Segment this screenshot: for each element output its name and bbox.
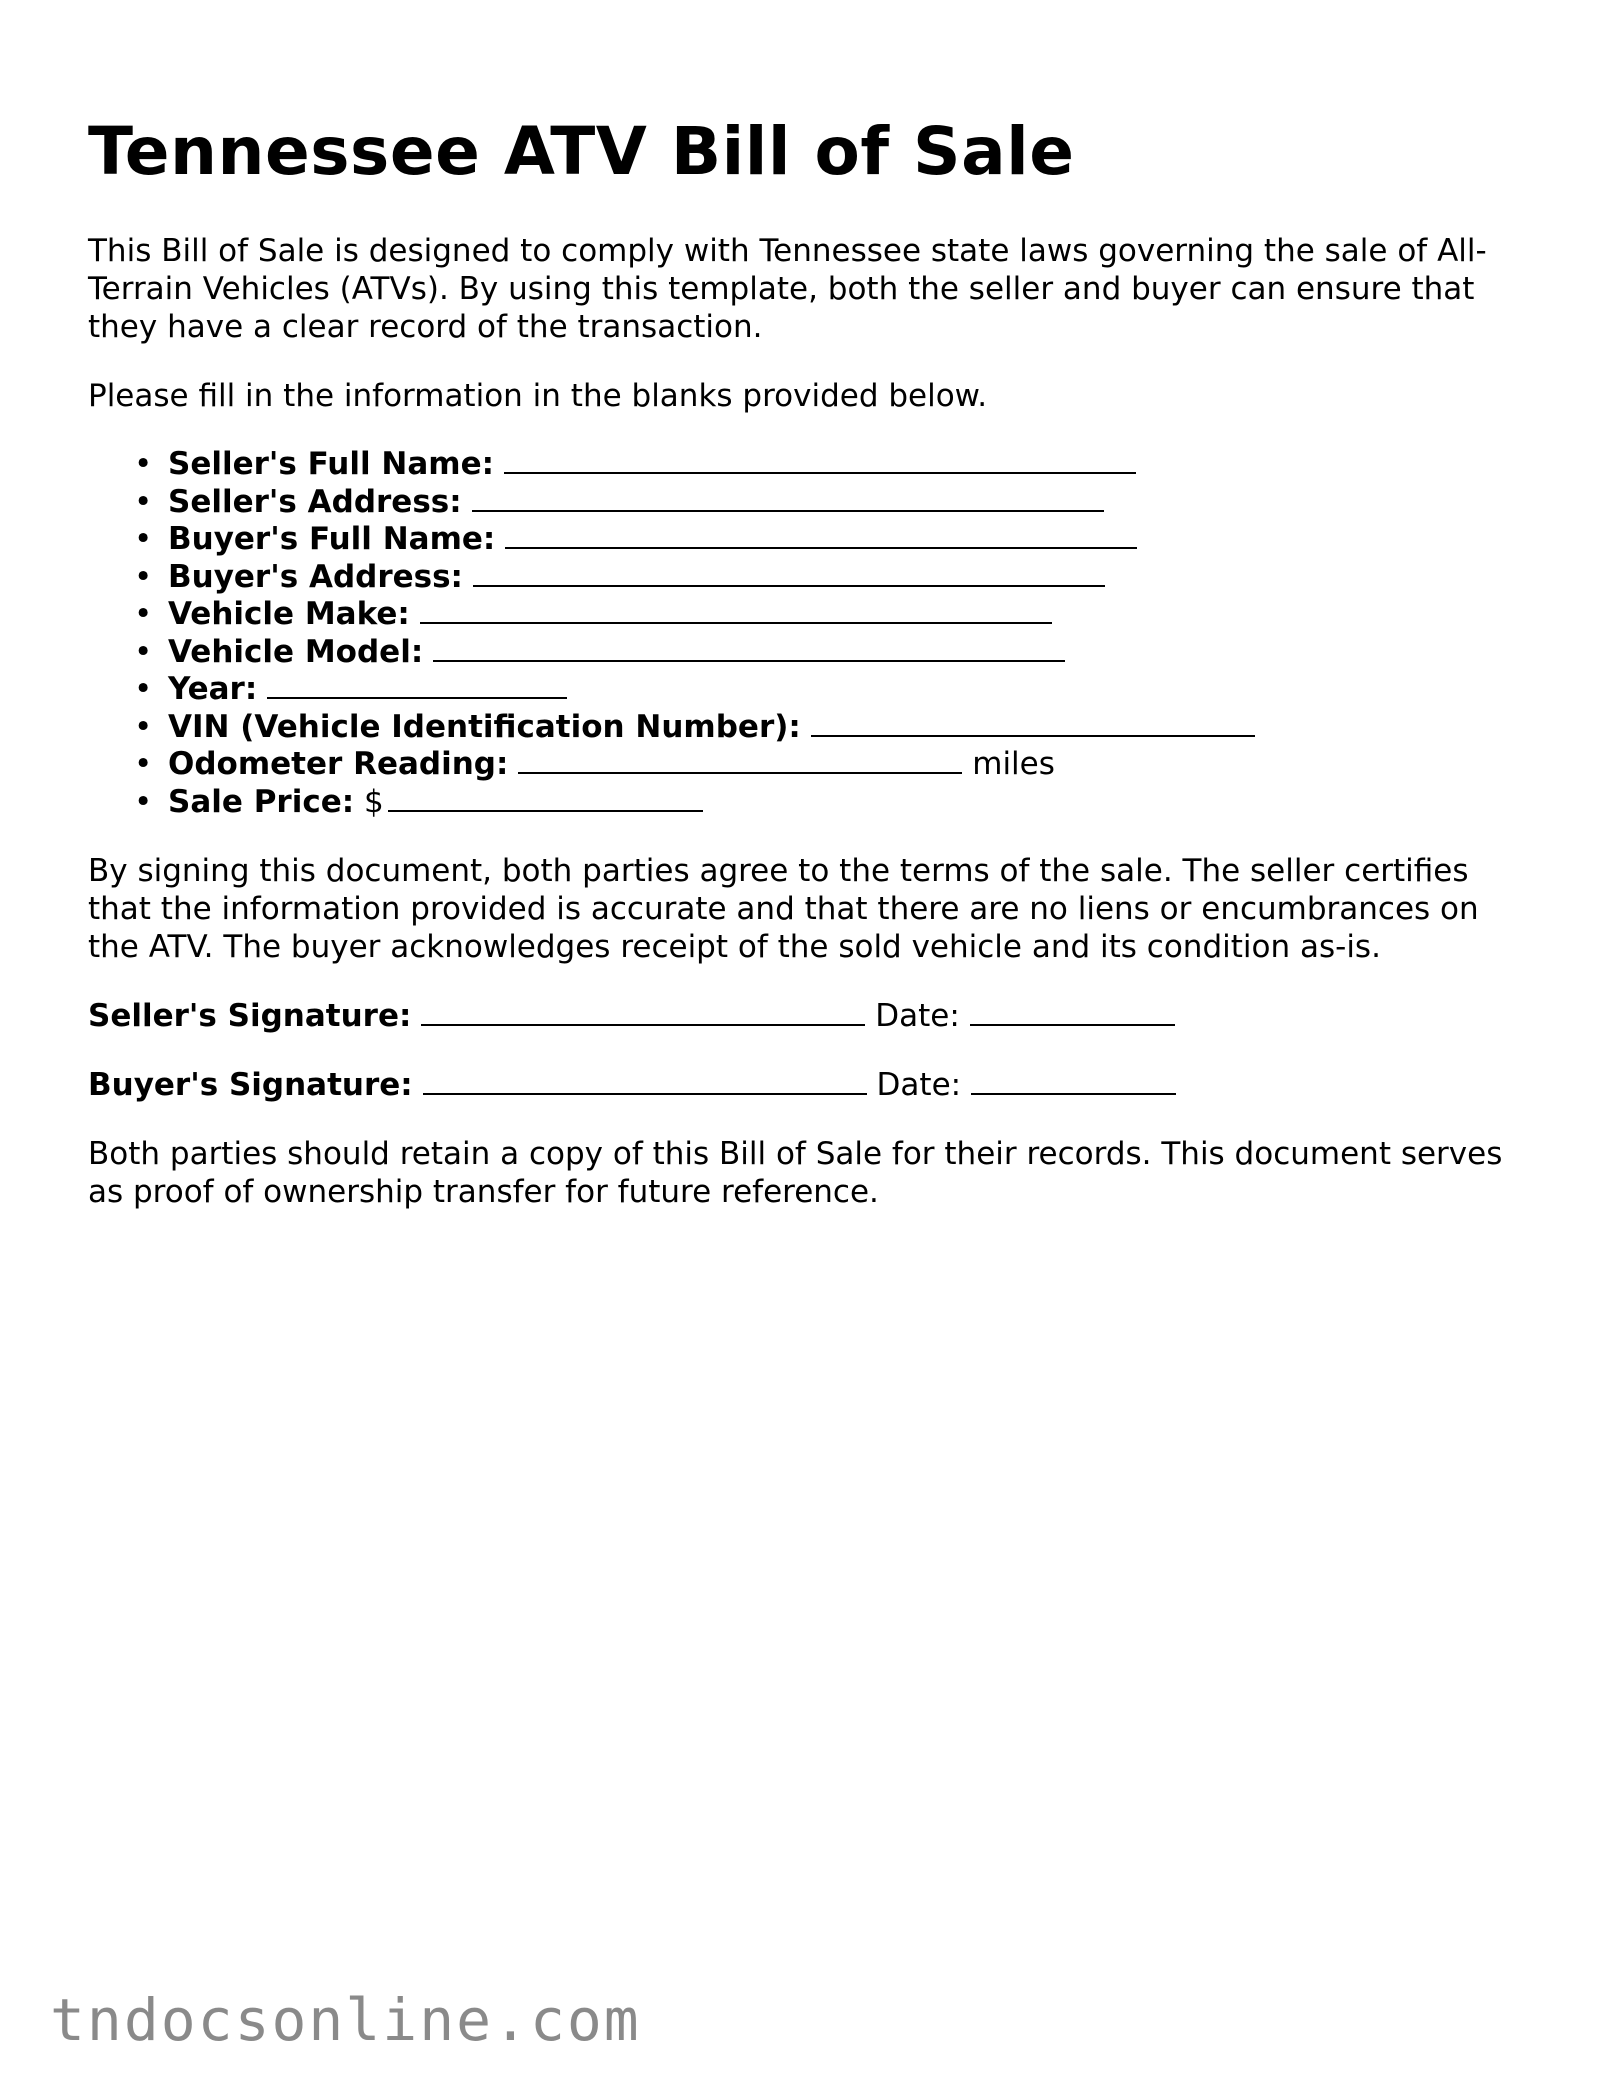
field-vehicle-make (168, 596, 1528, 634)
buyer-date-label: Date: (876, 1067, 962, 1103)
buyer-signature-blank[interactable] (423, 1067, 867, 1095)
seller-signature-line (88, 997, 1528, 1035)
field-label: Seller's Address: (168, 483, 462, 520)
sale-price-blank[interactable] (388, 784, 703, 812)
field-sale-price (168, 784, 1528, 822)
seller-date-blank[interactable] (970, 998, 1175, 1026)
site-watermark: tndocsonline.com (50, 1986, 641, 2054)
vehicle-model-blank[interactable] (433, 634, 1065, 662)
seller-signature-label: Seller's Signature: (88, 998, 412, 1034)
field-year (168, 671, 1528, 709)
field-label: Year: (168, 671, 258, 707)
field-label: Sale Price: (168, 783, 355, 820)
field-label: Buyer's Address: (168, 558, 463, 595)
document-page (88, 112, 1528, 1242)
buyer-signature-line (88, 1066, 1528, 1104)
field-seller-full-name (168, 446, 1528, 484)
field-label: VIN (Vehicle Identification Number): (168, 708, 801, 745)
seller-date-label: Date: (875, 998, 960, 1034)
seller-address-blank[interactable] (472, 484, 1104, 512)
vin-blank[interactable] (811, 709, 1255, 737)
closing-paragraph: Both parties should retain a copy of this Bill of Sale for their records. This document serves as proof of ownership transfer for future reference. (88, 1136, 1503, 1210)
agreement-paragraph: By signing this document, both parties agree to the terms of the sale. The seller certifies that the information provided is accurate and that there are no liens or encumbrances on the ATV. The buyer acknowledges receipt of the sold vehicle and its condition as-is. (88, 853, 1479, 965)
buyer-signature-label: Buyer's Signature: (88, 1067, 413, 1103)
field-label: Vehicle Make: (168, 596, 410, 632)
fields-list (88, 446, 1528, 821)
buyer-name-blank[interactable] (505, 521, 1137, 549)
field-label: Seller's Full Name: (168, 446, 494, 482)
field-label: Odometer Reading: (168, 746, 509, 782)
seller-signature-blank[interactable] (421, 998, 865, 1026)
instruction-paragraph: Please fill in the information in the blanks provided below. (88, 378, 988, 414)
field-label: Vehicle Model: (168, 633, 424, 670)
field-vehicle-model (168, 634, 1528, 672)
intro-paragraph: This Bill of Sale is designed to comply with Tennessee state laws governing the sale of All-Terrain Vehicles (ATVs). By using this template, both the seller and buyer can ensure that they have a clear record of the transaction. (88, 233, 1487, 345)
field-seller-address (168, 484, 1528, 522)
vehicle-make-blank[interactable] (420, 596, 1052, 624)
odometer-unit: miles (972, 746, 1055, 782)
field-label: Buyer's Full Name: (168, 521, 496, 557)
buyer-address-blank[interactable] (473, 559, 1105, 587)
year-blank[interactable] (267, 671, 567, 699)
buyer-date-blank[interactable] (971, 1067, 1176, 1095)
document-title: Tennessee ATV Bill of Sale (88, 113, 1075, 190)
seller-name-blank[interactable] (504, 446, 1136, 474)
field-buyer-address (168, 559, 1528, 597)
field-vin (168, 709, 1528, 747)
currency-symbol: $ (363, 783, 384, 820)
field-buyer-full-name (168, 521, 1528, 559)
field-odometer (168, 746, 1528, 784)
odometer-blank[interactable] (518, 746, 962, 774)
